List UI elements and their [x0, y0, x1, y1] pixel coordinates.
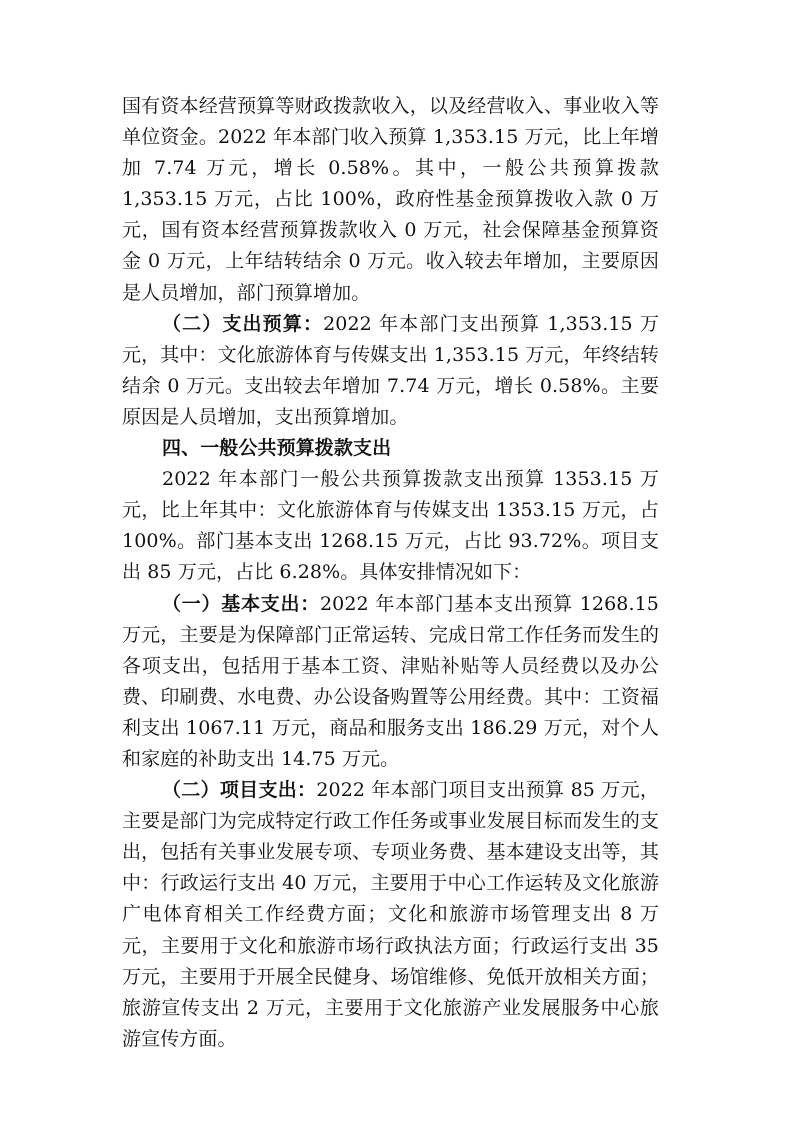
paragraph-expenditure-budget — [122, 309, 659, 433]
paragraph-income-continued: 国有资本经营预算等财政拨款收入，以及经营收入、事业收入等单位资金。2022 年本部门收入预算 1,353.15 万元，比上年增加 7.74 万元，增长 0.58%。其中，一般公共预算拨款 1,353.15 万元，占比 100%，政府性基金预算拨收入款 0 万元，国有资本经营预算拨款收入 0 万元，社会保障基金预算资金 0 万元，上年结转结余 0 万元。收入较去年增加，主要原因是人员增加，部门预算增加。 — [122, 95, 659, 304]
paragraph-body: 2022 年本部门支出预算 1,353.15 万元，其中：文化旅游体育与传媒支出 1,353.15 万元，年终结转结余 0 万元。支出较去年增加 7.74 万元，增长 0.58%。主要原因是人员增加，支出预算增加。 — [122, 312, 659, 428]
paragraph-project-expenditure — [122, 775, 659, 1055]
paragraph-basic-expenditure — [122, 589, 659, 776]
paragraph-general-budget: 2022 年本部门一般公共预算拨款支出预算 1353.15 万元，比上年其中：文化旅游体育与传媒支出 1353.15 万元，占 100%。部门基本支出 1268.15 万元，占比 93.72%。项目支出 85 万元，占比 6.28%。具体安排情况如下： — [122, 468, 659, 584]
section-heading: 四、一般公共预算拨款支出 — [162, 437, 392, 460]
paragraph-lead: （一）基本支出： — [162, 592, 320, 615]
paragraph-body: 2022 年本部门项目支出预算 85 万元，主要是部门为完成特定行政工作任务或事业发展目标而发生的支出，包括有关事业发展专项、专项业务费、基本建设支出等，其中：行政运行支出 40 万元，主要用于中心工作运转及文化旅游广电体育相关工作经费方面；文化和旅游市场管理支出 8 万元，主要用于文化和旅游市场行政执法方面；行政运行支出 35 万元，主要用于开展全民健身、场馆维修、免低开放相关方面；旅游宣传支出 2 万元，主要用于文化旅游产业发展服务中心旅游宣传方面。 — [122, 779, 659, 1050]
paragraph-body: 2022 年本部门基本支出预算 1268.15 万元，主要是为保障部门正常运转、完成日常工作任务而发生的各项支出，包括用于基本工资、津贴补贴等人员经费以及办公费、印刷费、水电费、办公设备购置等公用经费。其中：工资福利支出 1067.11 万元，商品和服务支出 186.29 万元，对个人和家庭的补助支出 14.75 万元。 — [122, 592, 659, 770]
paragraph-lead: （二）支出预算： — [162, 312, 324, 335]
paragraph-lead: （二）项目支出： — [162, 779, 317, 802]
